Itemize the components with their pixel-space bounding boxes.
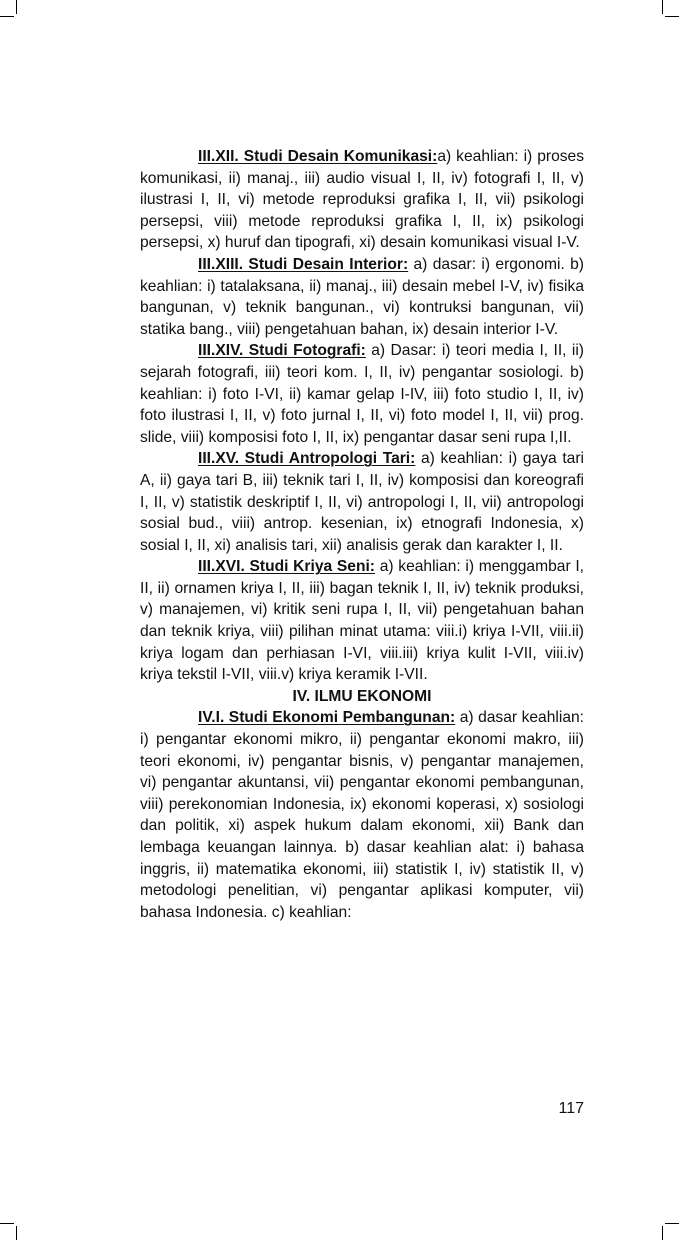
crop-mark — [16, 1226, 17, 1240]
section-text: a) keahlian: i) gaya tari A, ii) gaya tari B, iii) teknik tari I, II, iv) komposisi dan koreografi I, II, v) statistik deskriptif I, II, vi) antropologi I, II, vii) antropologi sosial bud., viii) antrop. kesenian, ix) etnografi Indonesia, x) sosial I, II, xi) analisis tari, xii) analisis gerak dan karakter I, II. — [140, 450, 584, 554]
crop-mark — [0, 1223, 14, 1224]
page-number: 117 — [558, 1100, 584, 1117]
section-paragraph — [140, 146, 584, 254]
section-heading: III.XIV. Studi Fotografi: — [198, 342, 366, 360]
section-paragraph — [140, 707, 584, 923]
chapter-title: IV. ILMU EKONOMI — [292, 687, 432, 705]
section-heading: III.XV. Studi Antropologi Tari: — [198, 450, 416, 468]
crop-mark — [665, 1223, 679, 1224]
crop-mark — [662, 1226, 663, 1240]
section-text: a) dasar: i) ergonomi. b) keahlian: i) tatalaksana, ii) manaj., iii) desain mebel I-V, iv) fisika bangunan, v) teknik bangunan., vi) kontruksi bangunan, vii) statika bang., viii) pengetahuan bahan, ix) desain interior I-V. — [140, 255, 584, 338]
section-text: a) keahlian: i) proses komunikasi, ii) manaj., iii) audio visual I, II, iv) fotografi I, II, v) ilustrasi I, II, vi) metode reproduksi grafika I, II, vii) psikologi persepsi, viii) metode reproduksi grafika I, II, ix) psikologi persepsi, x) huruf dan tipografi, xi) desain komunikasi visual I-V. — [140, 148, 585, 252]
page-body — [140, 146, 584, 923]
section-heading: III.XII. Studi Desain Komunikasi: — [198, 148, 438, 165]
crop-mark — [662, 0, 663, 14]
section-paragraph — [140, 340, 584, 448]
section-heading: III.XIII. Studi Desain Interior: — [198, 255, 409, 273]
section-heading: III.XVI. Studi Kriya Seni: — [198, 558, 376, 576]
section-text: a) keahlian: i) menggambar I, II, ii) ornamen kriya I, II, iii) bagan teknik I, II, iv) teknik produksi, v) manajemen, vi) kritik seni rupa I, II, vii) pengetahuan bahan dan teknik kriya, viii) pilihan minat utama: viii.i) kriya I-VII, viii.ii) kriya logam dan perhiasan I-VI, viii.iii) kriya kulit I-VII, viii.iv) kriya tekstil I-VII, viii.v) kriya keramik I-VII. — [140, 558, 585, 684]
crop-mark — [665, 16, 679, 17]
crop-mark — [0, 16, 14, 17]
section-paragraph — [140, 556, 584, 686]
section-text: a) dasar keahlian: i) pengantar ekonomi mikro, ii) pengantar ekonomi makro, iii) teori ekonomi, iv) pengantar bisnis, v) pengantar manajemen, vi) pengantar akuntansi, vii) pengantar ekonomi pembangunan, viii) perekonomian Indonesia, ix) ekonomi koperasi, x) sosiologi dan politik, xi) aspek hukum dalam ekonomi, xii) Bank dan lembaga keuangan lainnya. b) dasar keahlian alat: i) bahasa inggris, ii) matematika ekonomi, iii) statistik I, iv) statistik II, v) metodologi penelitian, vi) pengantar aplikasi komputer, vii) bahasa Indonesia. c) keahlian: — [140, 709, 585, 921]
section-heading: IV.I. Studi Ekonomi Pembangunan: — [198, 709, 456, 727]
crop-mark — [16, 0, 17, 14]
section-paragraph — [140, 448, 584, 556]
section-text: a) Dasar: i) teori media I, II, ii) sejarah fotografi, iii) teori kom. I, II, iv) pengantar sosiologi. b) keahlian: i) foto I-VI, ii) kamar gelap I-IV, iii) foto studio I, II, iv) foto ilustrasi I, II, v) foto jurnal I, II, vi) foto model I, II, vii) prog. slide, viii) komposisi foto I, II, ix) pengantar dasar seni rupa I,II. — [140, 342, 585, 446]
section-paragraph — [140, 254, 584, 340]
